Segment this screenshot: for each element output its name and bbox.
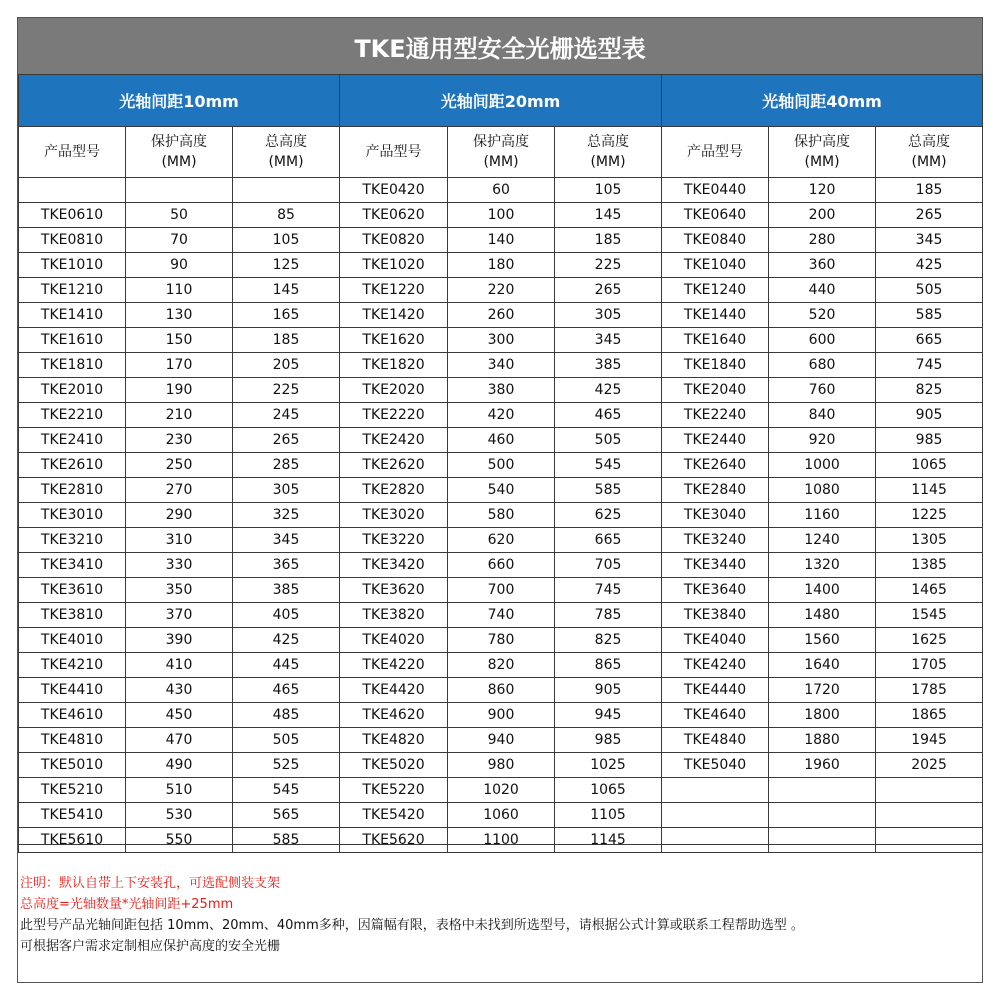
column-header-total-height: 总高度 (MM)	[555, 127, 662, 178]
cell-total-height: 565	[233, 803, 340, 828]
cell-protect-height: 460	[448, 428, 555, 453]
cell-total-height: 665	[555, 528, 662, 553]
cell-total-height: 1305	[876, 528, 983, 553]
column-header-protect-height: 保护高度 (MM)	[448, 127, 555, 178]
cell-total-height: 325	[233, 503, 340, 528]
cell-total-height: 525	[233, 753, 340, 778]
cell-protect-height: 440	[769, 278, 876, 303]
cell-model: TKE1620	[340, 328, 448, 353]
cell-total-height: 1105	[555, 803, 662, 828]
cell-model: TKE3010	[19, 503, 126, 528]
table-body	[19, 178, 983, 853]
cell-total-height: 985	[555, 728, 662, 753]
cell-model: TKE4020	[340, 628, 448, 653]
cell-protect-height: 940	[448, 728, 555, 753]
cell-protect-height: 620	[448, 528, 555, 553]
cell-protect-height: 190	[126, 378, 233, 403]
cell-protect-height: 410	[126, 653, 233, 678]
cell-protect-height: 500	[448, 453, 555, 478]
cell-model: TKE0620	[340, 203, 448, 228]
cell-total-height: 585	[876, 303, 983, 328]
cell-protect-height: 780	[448, 628, 555, 653]
cell-total-height: 1025	[555, 753, 662, 778]
cell-model: TKE0820	[340, 228, 448, 253]
cell-total-height: 745	[876, 353, 983, 378]
cell-model: TKE5020	[340, 753, 448, 778]
cell-total-height: 1625	[876, 628, 983, 653]
table-row	[19, 628, 983, 653]
cell-total-height: 425	[876, 253, 983, 278]
cell-total-height: 245	[233, 403, 340, 428]
note-line: 此型号产品光轴间距包括 10mm、20mm、40mm多种，因篇幅有限，表格中未找到所选型号，请根据公式计算或联系工程帮助选型 。	[20, 918, 804, 933]
cell-protect-height: 1400	[769, 578, 876, 603]
cell-protect-height: 390	[126, 628, 233, 653]
cell-total-height: 145	[555, 203, 662, 228]
cell-model: TKE0810	[19, 228, 126, 253]
cell-total-height: 305	[233, 478, 340, 503]
cell-model: TKE4220	[340, 653, 448, 678]
cell-total-height: 1065	[555, 778, 662, 803]
cell-model: TKE2410	[19, 428, 126, 453]
group-header-10mm: 光轴间距10mm	[19, 75, 340, 127]
cell-total-height: 365	[233, 553, 340, 578]
cell-total-height: 185	[876, 178, 983, 203]
table-row	[19, 728, 983, 753]
table-row	[19, 428, 983, 453]
cell-protect-height: 150	[126, 328, 233, 353]
cell-protect-height: 350	[126, 578, 233, 603]
cell-model: TKE5040	[662, 753, 769, 778]
cell-model: TKE1420	[340, 303, 448, 328]
cell-model: TKE2610	[19, 453, 126, 478]
table-row	[19, 553, 983, 578]
cell-model: TKE5420	[340, 803, 448, 828]
table-row	[19, 178, 983, 203]
cell-protect-height	[126, 178, 233, 203]
cell-protect-height: 1720	[769, 678, 876, 703]
cell-protect-height: 310	[126, 528, 233, 553]
cell-model: TKE1040	[662, 253, 769, 278]
cell-model: TKE4410	[19, 678, 126, 703]
cell-protect-height: 860	[448, 678, 555, 703]
cell-protect-height: 530	[126, 803, 233, 828]
cell-total-height: 405	[233, 603, 340, 628]
cell-protect-height: 230	[126, 428, 233, 453]
cell-model: TKE3810	[19, 603, 126, 628]
cell-total-height: 585	[233, 828, 340, 853]
cell-protect-height: 450	[126, 703, 233, 728]
cell-total-height: 1465	[876, 578, 983, 603]
cell-model: TKE2010	[19, 378, 126, 403]
cell-protect-height	[769, 778, 876, 803]
cell-model: TKE1640	[662, 328, 769, 353]
table-row	[19, 528, 983, 553]
cell-total-height: 305	[555, 303, 662, 328]
cell-total-height: 1145	[555, 828, 662, 853]
cell-protect-height: 260	[448, 303, 555, 328]
cell-model: TKE4840	[662, 728, 769, 753]
cell-protect-height: 140	[448, 228, 555, 253]
cell-total-height: 985	[876, 428, 983, 453]
cell-protect-height: 600	[769, 328, 876, 353]
cell-model: TKE5210	[19, 778, 126, 803]
cell-model: TKE2210	[19, 403, 126, 428]
cell-total-height: 505	[555, 428, 662, 453]
table-row	[19, 453, 983, 478]
table-row	[19, 778, 983, 803]
cell-total-height	[233, 178, 340, 203]
table-row	[19, 503, 983, 528]
cell-protect-height: 90	[126, 253, 233, 278]
cell-protect-height: 510	[126, 778, 233, 803]
selection-table	[18, 74, 983, 853]
cell-total-height: 1225	[876, 503, 983, 528]
cell-total-height	[876, 778, 983, 803]
cell-protect-height: 220	[448, 278, 555, 303]
cell-protect-height: 840	[769, 403, 876, 428]
note-line: 总高度=光轴数量*光轴间距+25mm	[20, 897, 234, 912]
cell-protect-height: 210	[126, 403, 233, 428]
column-header-protect-height: 保护高度 (MM)	[126, 127, 233, 178]
cell-total-height: 105	[233, 228, 340, 253]
cell-model	[662, 778, 769, 803]
cell-model: TKE2620	[340, 453, 448, 478]
cell-total-height: 265	[876, 203, 983, 228]
cell-model: TKE4820	[340, 728, 448, 753]
cell-protect-height: 430	[126, 678, 233, 703]
cell-model: TKE3220	[340, 528, 448, 553]
cell-model: TKE1820	[340, 353, 448, 378]
cell-model: TKE5610	[19, 828, 126, 853]
cell-protect-height: 250	[126, 453, 233, 478]
cell-model: TKE2040	[662, 378, 769, 403]
cell-protect-height: 680	[769, 353, 876, 378]
cell-model: TKE1210	[19, 278, 126, 303]
cell-total-height: 285	[233, 453, 340, 478]
cell-model: TKE5410	[19, 803, 126, 828]
cell-model: TKE4620	[340, 703, 448, 728]
table-row	[19, 228, 983, 253]
cell-total-height: 905	[876, 403, 983, 428]
cell-model: TKE3410	[19, 553, 126, 578]
cell-total-height: 185	[555, 228, 662, 253]
cell-total-height: 465	[555, 403, 662, 428]
column-header-total-height: 总高度 (MM)	[233, 127, 340, 178]
cell-total-height: 385	[555, 353, 662, 378]
cell-model: TKE3210	[19, 528, 126, 553]
cell-protect-height: 270	[126, 478, 233, 503]
cell-total-height: 225	[555, 253, 662, 278]
cell-total-height: 625	[555, 503, 662, 528]
cell-total-height: 345	[555, 328, 662, 353]
cell-total-height: 585	[555, 478, 662, 503]
note-line: 注明：默认自带上下安装孔，可选配侧装支架	[20, 876, 281, 891]
spec-sheet	[17, 17, 983, 983]
cell-protect-height: 1640	[769, 653, 876, 678]
cell-protect-height: 1100	[448, 828, 555, 853]
cell-model: TKE2840	[662, 478, 769, 503]
cell-protect-height: 100	[448, 203, 555, 228]
cell-protect-height: 920	[769, 428, 876, 453]
cell-protect-height: 1000	[769, 453, 876, 478]
cell-protect-height: 110	[126, 278, 233, 303]
cell-total-height: 165	[233, 303, 340, 328]
table-row	[19, 278, 983, 303]
table-row	[19, 253, 983, 278]
cell-protect-height: 1480	[769, 603, 876, 628]
cell-total-height: 865	[555, 653, 662, 678]
cell-model: TKE1010	[19, 253, 126, 278]
cell-total-height: 545	[555, 453, 662, 478]
cell-protect-height: 1880	[769, 728, 876, 753]
cell-model: TKE2020	[340, 378, 448, 403]
cell-protect-height: 740	[448, 603, 555, 628]
cell-total-height: 485	[233, 703, 340, 728]
cell-protect-height: 180	[448, 253, 555, 278]
cell-model: TKE4240	[662, 653, 769, 678]
cell-model: TKE2640	[662, 453, 769, 478]
cell-protect-height: 60	[448, 178, 555, 203]
cell-model: TKE2810	[19, 478, 126, 503]
cell-total-height: 2025	[876, 753, 983, 778]
cell-model: TKE1810	[19, 353, 126, 378]
table-row	[19, 378, 983, 403]
cell-model: TKE3440	[662, 553, 769, 578]
cell-protect-height: 1320	[769, 553, 876, 578]
cell-total-height: 445	[233, 653, 340, 678]
cell-model: TKE3420	[340, 553, 448, 578]
cell-model: TKE2220	[340, 403, 448, 428]
cell-protect-height: 550	[126, 828, 233, 853]
cell-total-height: 85	[233, 203, 340, 228]
cell-total-height: 1785	[876, 678, 983, 703]
cell-model: TKE0610	[19, 203, 126, 228]
cell-protect-height	[769, 803, 876, 828]
cell-total-height: 145	[233, 278, 340, 303]
cell-model: TKE1220	[340, 278, 448, 303]
group-header-20mm: 光轴间距20mm	[340, 75, 662, 127]
note-line: 可根据客户需求定制相应保护高度的安全光栅	[20, 939, 281, 954]
cell-total-height: 785	[555, 603, 662, 628]
cell-protect-height: 290	[126, 503, 233, 528]
table-row	[19, 753, 983, 778]
cell-total-height: 1705	[876, 653, 983, 678]
cell-total-height: 1065	[876, 453, 983, 478]
cell-total-height: 505	[233, 728, 340, 753]
cell-model: TKE1840	[662, 353, 769, 378]
cell-protect-height: 820	[448, 653, 555, 678]
cell-total-height: 545	[233, 778, 340, 803]
page-title: TKE通用型安全光栅选型表	[18, 18, 982, 74]
cell-model: TKE4420	[340, 678, 448, 703]
cell-model: TKE0420	[340, 178, 448, 203]
cell-protect-height: 900	[448, 703, 555, 728]
cell-total-height: 1385	[876, 553, 983, 578]
cell-model	[19, 178, 126, 203]
cell-total-height: 345	[876, 228, 983, 253]
cell-model: TKE2420	[340, 428, 448, 453]
cell-protect-height: 1060	[448, 803, 555, 828]
column-header-total-height: 总高度 (MM)	[876, 127, 983, 178]
cell-model: TKE5010	[19, 753, 126, 778]
cell-model: TKE4210	[19, 653, 126, 678]
table-row	[19, 328, 983, 353]
cell-protect-height: 70	[126, 228, 233, 253]
column-header-model: 产品型号	[19, 127, 126, 178]
cell-model	[662, 803, 769, 828]
cell-model: TKE4810	[19, 728, 126, 753]
cell-total-height: 665	[876, 328, 983, 353]
table-row	[19, 703, 983, 728]
cell-protect-height: 490	[126, 753, 233, 778]
cell-total-height: 705	[555, 553, 662, 578]
cell-total-height: 425	[233, 628, 340, 653]
cell-model: TKE0840	[662, 228, 769, 253]
cell-model: TKE3840	[662, 603, 769, 628]
cell-total-height: 105	[555, 178, 662, 203]
table-row	[19, 653, 983, 678]
cell-protect-height: 700	[448, 578, 555, 603]
cell-model: TKE3820	[340, 603, 448, 628]
cell-total-height: 465	[233, 678, 340, 703]
cell-total-height: 1545	[876, 603, 983, 628]
cell-total-height: 345	[233, 528, 340, 553]
cell-total-height: 905	[555, 678, 662, 703]
table-row	[19, 478, 983, 503]
cell-total-height: 225	[233, 378, 340, 403]
cell-model: TKE2820	[340, 478, 448, 503]
cell-model: TKE0440	[662, 178, 769, 203]
cell-protect-height: 540	[448, 478, 555, 503]
cell-protect-height: 330	[126, 553, 233, 578]
cell-model: TKE3240	[662, 528, 769, 553]
cell-protect-height: 1800	[769, 703, 876, 728]
cell-total-height: 125	[233, 253, 340, 278]
cell-protect-height: 200	[769, 203, 876, 228]
cell-protect-height: 980	[448, 753, 555, 778]
cell-model: TKE3040	[662, 503, 769, 528]
cell-model: TKE4440	[662, 678, 769, 703]
table-row	[19, 303, 983, 328]
cell-protect-height: 1960	[769, 753, 876, 778]
cell-protect-height: 120	[769, 178, 876, 203]
cell-protect-height: 50	[126, 203, 233, 228]
cell-model: TKE4640	[662, 703, 769, 728]
cell-total-height: 1145	[876, 478, 983, 503]
cell-model: TKE1240	[662, 278, 769, 303]
group-header-40mm: 光轴间距40mm	[662, 75, 983, 127]
cell-protect-height: 300	[448, 328, 555, 353]
cell-protect-height: 280	[769, 228, 876, 253]
cell-model: TKE4010	[19, 628, 126, 653]
table-row	[19, 678, 983, 703]
cell-protect-height: 1560	[769, 628, 876, 653]
cell-model: TKE3640	[662, 578, 769, 603]
cell-total-height: 945	[555, 703, 662, 728]
cell-total-height: 1865	[876, 703, 983, 728]
cell-model: TKE5220	[340, 778, 448, 803]
table-row	[19, 353, 983, 378]
cell-total-height: 185	[233, 328, 340, 353]
cell-protect-height: 760	[769, 378, 876, 403]
cell-protect-height: 520	[769, 303, 876, 328]
column-header-model: 产品型号	[340, 127, 448, 178]
cell-total-height: 425	[555, 378, 662, 403]
cell-protect-height: 1240	[769, 528, 876, 553]
table-row	[19, 403, 983, 428]
cell-total-height: 825	[876, 378, 983, 403]
cell-protect-height: 580	[448, 503, 555, 528]
cell-total-height: 385	[233, 578, 340, 603]
cell-model: TKE3620	[340, 578, 448, 603]
cell-protect-height: 1020	[448, 778, 555, 803]
table-row	[19, 578, 983, 603]
cell-protect-height: 660	[448, 553, 555, 578]
cell-model: TKE4040	[662, 628, 769, 653]
cell-protect-height: 130	[126, 303, 233, 328]
cell-total-height: 205	[233, 353, 340, 378]
cell-model: TKE5620	[340, 828, 448, 853]
cell-model: TKE0640	[662, 203, 769, 228]
cell-protect-height: 420	[448, 403, 555, 428]
cell-protect-height: 370	[126, 603, 233, 628]
cell-model: TKE1610	[19, 328, 126, 353]
column-header-model: 产品型号	[662, 127, 769, 178]
notes-section	[18, 844, 982, 982]
cell-protect-height: 360	[769, 253, 876, 278]
cell-model: TKE1410	[19, 303, 126, 328]
cell-protect-height: 380	[448, 378, 555, 403]
cell-model: TKE1440	[662, 303, 769, 328]
table-row	[19, 603, 983, 628]
cell-model: TKE3610	[19, 578, 126, 603]
table-row	[19, 803, 983, 828]
cell-total-height: 265	[233, 428, 340, 453]
cell-total-height	[876, 803, 983, 828]
cell-model: TKE3020	[340, 503, 448, 528]
cell-model: TKE4610	[19, 703, 126, 728]
cell-model: TKE1020	[340, 253, 448, 278]
cell-total-height: 1945	[876, 728, 983, 753]
cell-protect-height: 170	[126, 353, 233, 378]
cell-total-height: 825	[555, 628, 662, 653]
cell-total-height: 265	[555, 278, 662, 303]
cell-model: TKE2440	[662, 428, 769, 453]
cell-protect-height: 1160	[769, 503, 876, 528]
cell-protect-height: 1080	[769, 478, 876, 503]
table-row	[19, 203, 983, 228]
cell-model: TKE2240	[662, 403, 769, 428]
cell-protect-height: 340	[448, 353, 555, 378]
column-header-protect-height: 保护高度 (MM)	[769, 127, 876, 178]
cell-total-height: 505	[876, 278, 983, 303]
cell-protect-height: 470	[126, 728, 233, 753]
cell-total-height: 745	[555, 578, 662, 603]
